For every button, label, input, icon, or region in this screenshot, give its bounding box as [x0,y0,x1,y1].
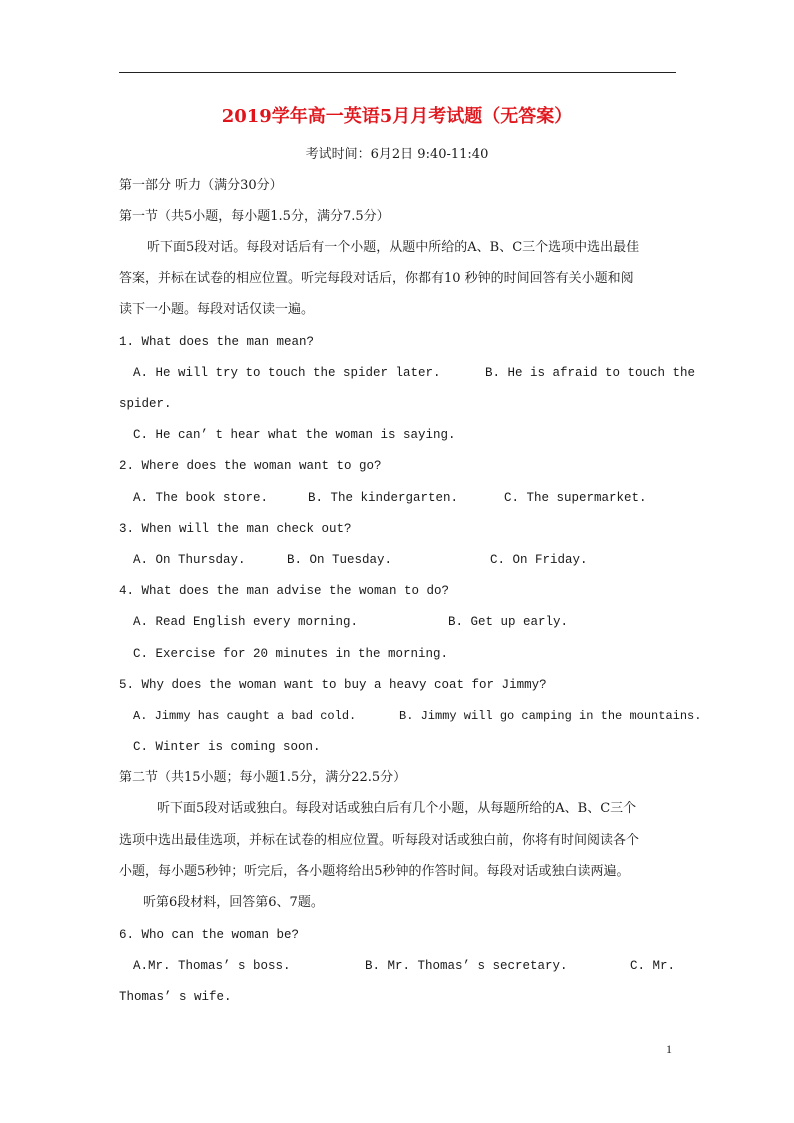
section2-instruction-line: 选项中选出最佳选项，并标在试卷的相应位置。听每段对话或独白前，你将有时间阅读各个 [119,833,640,848]
question-stem: 5. Why does the woman want to buy a heavy coat for Jimmy? [119,678,547,692]
option-c-continuation: Thomas’ s wife. [119,990,232,1004]
question-stem: 2. Where does the woman want to go? [119,459,382,473]
section2-heading: 第二节（共15小题；每小题1.5分，满分22.5分） [119,770,407,785]
option-c: C. He can’ t hear what the woman is saying. [133,428,456,442]
part1-heading: 第一部分 听力（满分30分） [119,178,283,193]
section2-instruction-line: 小题，每小题5秒钟；听完后，各小题将给出5秒钟的作答时间。每段对话或独白读两遍。 [119,864,630,879]
option-b: B. He is afraid to touch the [485,366,696,380]
option-a: A.Mr. Thomas’ s boss. [133,959,291,973]
option-c: C. On Friday. [490,553,588,567]
option-b: B. On Tuesday. [287,553,393,567]
section1-instruction-line: 读下一小题。每段对话仅读一遍。 [119,302,315,317]
option-b-continuation: spider. [119,397,172,411]
question-stem: 4. What does the man advise the woman to do? [119,584,450,598]
option-c: C. The supermarket. [504,491,647,505]
option-b: B. Jimmy will go camping in the mountains. [399,709,702,723]
page-title: 2019学年高一英语5月月考试题（无答案） [221,106,573,127]
option-a: A. He will try to touch the spider later. [133,366,441,380]
option-c: C. Winter is coming soon. [133,740,321,754]
option-a: A. Jimmy has caught a bad cold. [133,709,357,723]
exam-time: 考试时间：6月2日 9:40-11:40 [305,147,489,162]
option-a: A. Read English every morning. [133,615,359,629]
section2-instruction-line: 听下面5段对话或独白。每段对话或独白后有几个小题，从每题所给的A、B、C三个 [157,801,637,816]
option-a: A. On Thursday. [133,553,246,567]
section1-instruction-line: 答案，并标在试卷的相应位置。听完每段对话后，你都有10 秒钟的时间回答有关小题和阅 [119,271,634,286]
material-note: 听第6段材料，回答第6、7题。 [143,895,324,910]
question-stem: 6. Who can the woman be? [119,928,300,942]
option-c: C. Exercise for 20 minutes in the morning. [133,647,449,661]
header-rule [119,72,676,73]
question-stem: 3. When will the man check out? [119,522,352,536]
option-a: A. The book store. [133,491,269,505]
section1-instruction-line: 听下面5段对话。每段对话后有一个小题，从题中所给的A、B、C三个选项中选出最佳 [147,240,640,255]
option-c: C. Mr. [630,959,676,973]
page-number: 1 [666,1042,672,1056]
option-b: B. The kindergarten. [308,491,459,505]
section1-heading: 第一节（共5小题，每小题1.5分，满分7.5分） [119,209,390,224]
option-b: B. Mr. Thomas’ s secretary. [365,959,568,973]
question-stem: 1. What does the man mean? [119,335,315,349]
option-b: B. Get up early. [448,615,569,629]
